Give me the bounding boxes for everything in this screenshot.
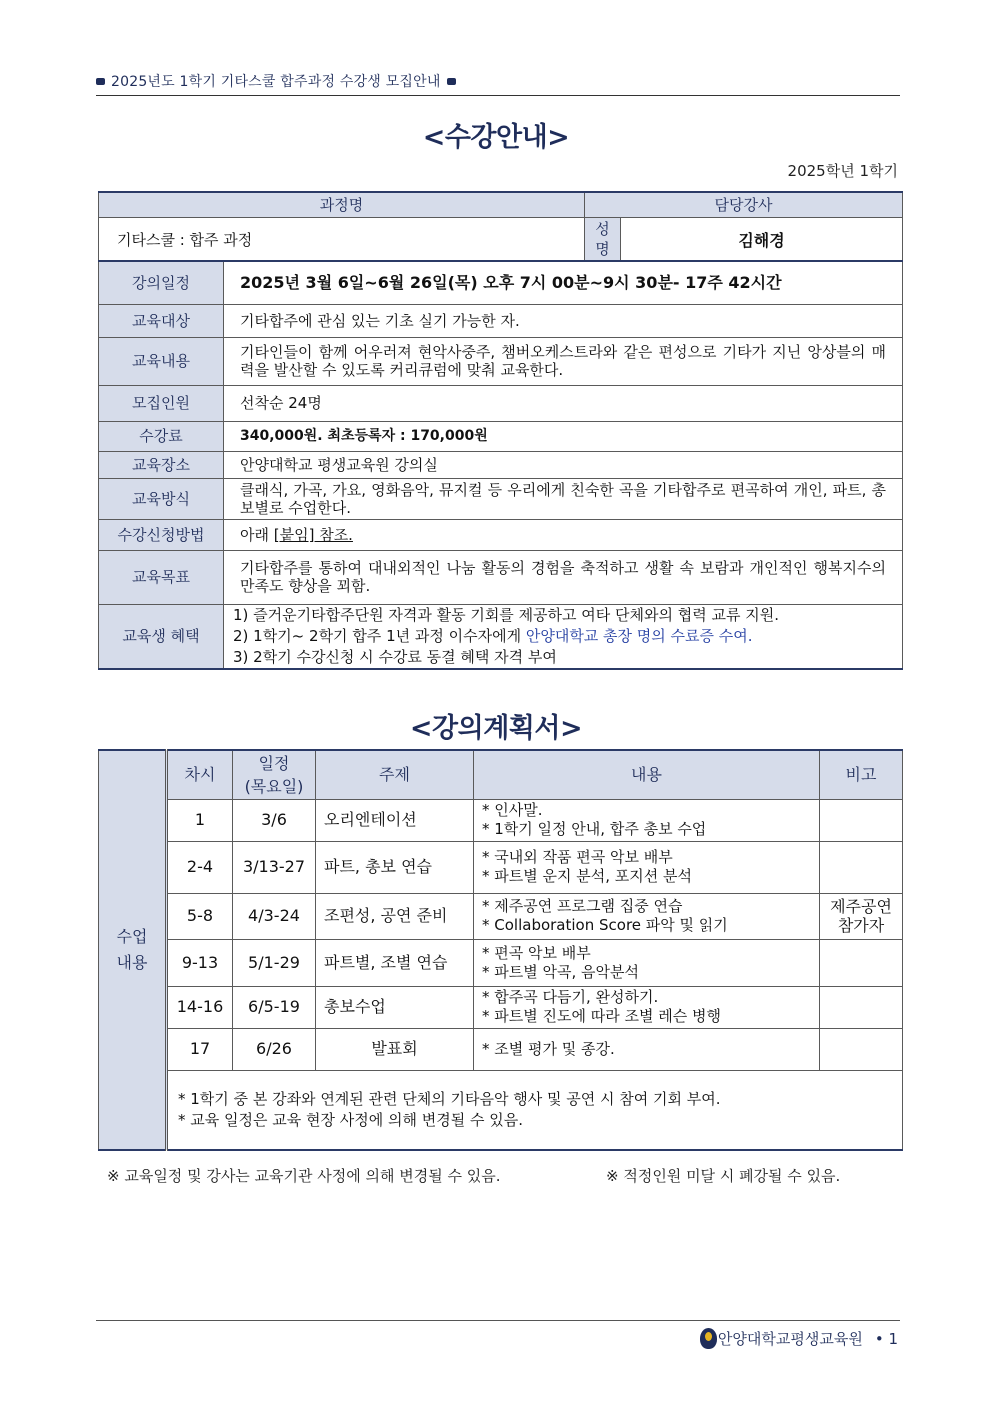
instructor-name: 김해경 [621, 217, 903, 261]
content-line: * 조별 평가 및 종강. [482, 1039, 615, 1058]
course-info-table [98, 260, 903, 670]
benefit-highlight: 안양대학교 총장 명의 수료증 수여. [525, 626, 753, 645]
info-row [99, 385, 903, 421]
date-cell: 3/6 [233, 799, 316, 841]
info-key: 교육생 혜택 [99, 604, 224, 669]
registration-value [224, 519, 903, 550]
plan-note: * 교육 일정은 교육 현장 사정에 의해 변경될 수 있음. [178, 1110, 523, 1129]
session-cell: 2-4 [167, 841, 233, 893]
target-value: 기타합주에 관심 있는 기초 실기 가능한 자. [224, 304, 903, 337]
footnote-cancellation: ※ 적정인원 미달 시 폐강될 수 있음. [606, 1167, 841, 1185]
session-cell: 17 [167, 1028, 233, 1070]
topic-cell: 총보수업 [316, 986, 474, 1028]
info-key: 모집인원 [99, 385, 224, 421]
info-key: 교육목표 [99, 550, 224, 604]
info-row [99, 604, 903, 669]
goal-value: 기타합주를 통하여 대내외적인 나눔 활동의 경험을 축적하고 생활 속 보람과 개인적인 행복지수의 만족도 향상을 꾀함. [224, 550, 903, 604]
info-row [99, 337, 903, 385]
plan-notes [167, 1070, 903, 1150]
session-cell: 5-8 [167, 893, 233, 939]
topic-cell: 발표회 [316, 1028, 474, 1070]
content-cell [474, 939, 820, 986]
info-key: 수강료 [99, 421, 224, 451]
remark-cell [820, 986, 903, 1028]
section-title-lecture-plan: <강의계획서> [409, 713, 583, 744]
info-row [99, 478, 903, 519]
plan-note: * 1학기 중 본 강좌와 연계된 관련 단체의 기타음악 행사 및 공연 시 참여 기회 부여. [178, 1089, 721, 1108]
topic-cell: 조편성, 공연 준비 [316, 893, 474, 939]
content-line: * 인사말. [482, 801, 543, 819]
page-number: • 1 [874, 1329, 898, 1348]
semester-label: 2025학년 1학기 [787, 162, 898, 180]
table-row [99, 841, 903, 893]
header-title [96, 71, 456, 91]
content-cell [474, 799, 820, 841]
topic-cell: 파트, 총보 연습 [316, 841, 474, 893]
header-remark: 비고 [820, 750, 903, 799]
document-header [96, 68, 900, 96]
remark-cell: 제주공연 참가자 [820, 893, 903, 939]
section-title-course-info: <수강안내> [422, 122, 570, 153]
content-cell [474, 893, 820, 939]
benefit-line: 3) 2학기 수강신청 시 수강료 동결 혜택 자격 부여 [233, 647, 557, 666]
content-cell [474, 1028, 820, 1070]
info-row [99, 451, 903, 478]
header-session: 차시 [167, 750, 233, 799]
info-key: 강의일정 [99, 261, 224, 304]
name-label: 성 명 [585, 217, 621, 261]
benefits-value [224, 604, 903, 669]
course-column-header: 과정명 [99, 192, 585, 217]
info-key: 교육내용 [99, 337, 224, 385]
table-row [99, 986, 903, 1028]
info-row [99, 519, 903, 550]
info-key: 교육방식 [99, 478, 224, 519]
table-row [99, 939, 903, 986]
table-row [99, 1028, 903, 1070]
date-cell: 4/3-24 [233, 893, 316, 939]
footnote-schedule: ※ 교육일정 및 강사는 교육기관 사정에 의해 변경될 수 있음. [107, 1167, 501, 1185]
session-cell: 9-13 [167, 939, 233, 986]
content-cell [474, 986, 820, 1028]
document-footer [700, 1328, 898, 1349]
header-content: 내용 [474, 750, 820, 799]
content-cell [474, 841, 820, 893]
instructor-column-header: 담당강사 [585, 192, 903, 217]
schedule-value: 2025년 3월 6일~6월 26일(목) 오후 7시 00분~9시 30분- 17주 42시간 [224, 261, 903, 304]
info-key: 교육장소 [99, 451, 224, 478]
remark-cell [820, 841, 903, 893]
date-cell: 5/1-29 [233, 939, 316, 986]
location-value: 안양대학교 평생교육원 강의실 [224, 451, 903, 478]
footer-org: 안양대학교평생교육원 [717, 1330, 863, 1348]
table-row [99, 893, 903, 939]
course-table [98, 191, 903, 262]
bullet-icon [96, 78, 105, 85]
info-row [99, 261, 903, 304]
date-cell: 6/5-19 [233, 986, 316, 1028]
content-line: * 제주공연 프로그램 집중 연습 [482, 897, 683, 915]
info-key: 교육대상 [99, 304, 224, 337]
session-cell: 14-16 [167, 986, 233, 1028]
topic-cell: 오리엔테이션 [316, 799, 474, 841]
info-row [99, 304, 903, 337]
table-row [99, 799, 903, 841]
benefit-text: 2) 1학기~ 2학기 합주 1년 과정 이수자에게 [233, 626, 526, 645]
fee-value: 340,000원. 최초등록자 : 170,000원 [224, 421, 903, 451]
content-line: * Collaboration Score 파악 및 읽기 [482, 916, 728, 934]
class-content-label: 수업 내용 [99, 750, 167, 1150]
lecture-plan-table [98, 749, 903, 1151]
content-line: * 파트별 진도에 따라 조별 레슨 병행 [482, 1007, 721, 1025]
content-value: 기타인들이 함께 어우러져 현악사중주, 챔버오케스트라와 같은 편성으로 기타가 지닌 앙상블의 매력을 발산할 수 있도록 커리큐럼에 맞춰 교육한다. [224, 337, 903, 385]
header-date: 일정 (목요일) [233, 750, 316, 799]
content-line: * 파트별 악곡, 음악분석 [482, 962, 639, 981]
header-topic: 주제 [316, 750, 474, 799]
remark-cell [820, 799, 903, 841]
course-name: 기타스쿨 : 합주 과정 [99, 217, 585, 261]
info-key: 수강신청방법 [99, 519, 224, 550]
remark-cell [820, 1028, 903, 1070]
bullet-icon [447, 78, 456, 85]
method-value: 클래식, 가곡, 가요, 영화음악, 뮤지컬 등 우리에게 친숙한 곡을 기타합주로 편곡하여 개인, 파트, 총보별로 수업한다. [224, 478, 903, 519]
notes-row [99, 1070, 903, 1150]
header-text: 2025년도 1학기 기타스쿨 합주과정 수강생 모집안내 [111, 74, 441, 90]
topic-cell: 파트별, 조별 연습 [316, 939, 474, 986]
session-cell: 1 [167, 799, 233, 841]
info-row [99, 550, 903, 604]
capacity-value: 선착순 24명 [224, 385, 903, 421]
registration-prefix: 아래 [240, 525, 274, 544]
benefit-line [233, 626, 886, 647]
content-line: * 편곡 악보 배부 [482, 943, 591, 962]
content-line: * 파트별 운지 분석, 포지션 분석 [482, 867, 692, 885]
footer-divider [96, 1320, 900, 1321]
benefit-line: 1) 즐거운기타합주단원 자격과 활동 기회를 제공하고 여타 단체와의 협력 교류 지원. [233, 605, 780, 624]
content-line: * 1학기 일정 안내, 합주 총보 수업 [482, 820, 707, 838]
content-line: * 국내외 작품 편곡 악보 배부 [482, 848, 673, 866]
info-row [99, 421, 903, 451]
date-cell: 6/26 [233, 1028, 316, 1070]
attachment-reference-link[interactable]: [붙임] 참조. [273, 525, 353, 544]
university-seal-icon [700, 1328, 717, 1349]
date-cell: 3/13-27 [233, 841, 316, 893]
remark-cell [820, 939, 903, 986]
content-line: * 합주곡 다듬기, 완성하기. [482, 988, 659, 1006]
